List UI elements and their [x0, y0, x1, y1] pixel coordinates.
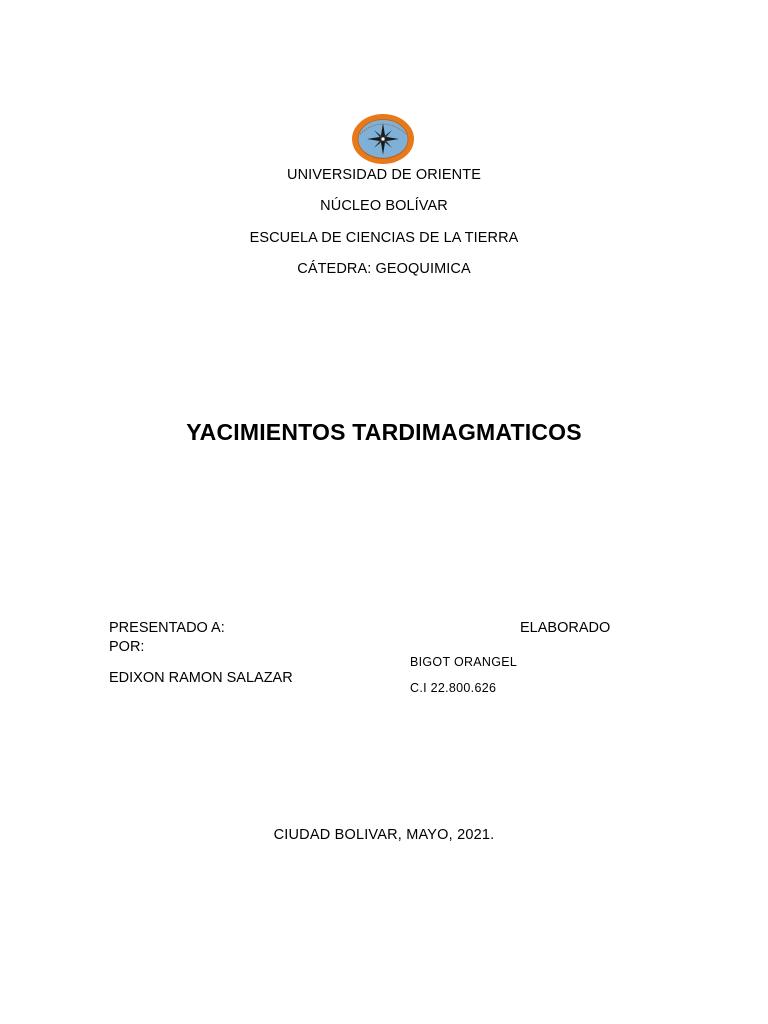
university-seal-icon [350, 112, 416, 166]
university-name: UNIVERSIDAD DE ORIENTE [287, 167, 481, 183]
prepared-by-label: ELABORADO [520, 620, 611, 636]
presented-to-label: PRESENTADO A: [109, 620, 225, 636]
prepared-by-label-continuation: POR: [109, 639, 145, 655]
document-title: YACIMIENTOS TARDIMAGMATICOS [186, 419, 582, 445]
author-name: BIGOT ORANGEL [410, 655, 518, 669]
school-name: ESCUELA DE CIENCIAS DE LA TIERRA [249, 230, 519, 246]
chair-name: CÁTEDRA: GEOQUIMICA [297, 261, 471, 277]
author-id: C.I 22.800.626 [410, 681, 497, 695]
nucleus-name: NÚCLEO BOLÍVAR [320, 198, 448, 214]
advisor-name: EDIXON RAMON SALAZAR [109, 670, 293, 686]
place-and-date: CIUDAD BOLIVAR, MAYO, 2021. [273, 827, 495, 843]
